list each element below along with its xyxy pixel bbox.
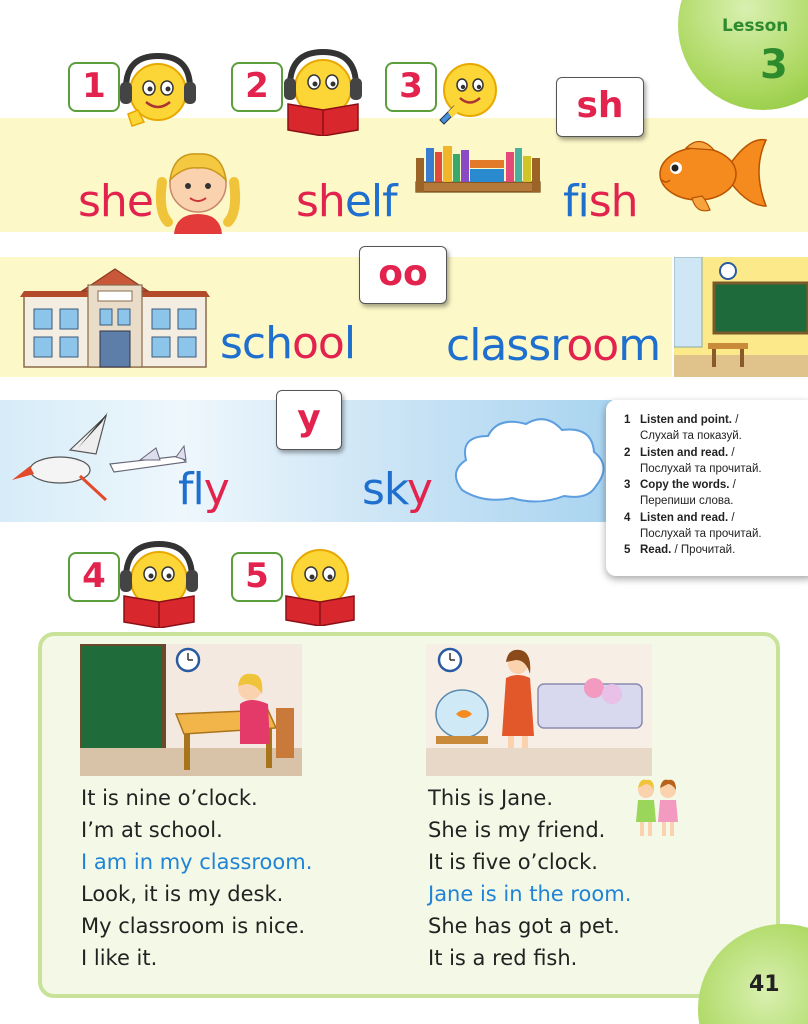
word-school-end: l <box>343 318 356 369</box>
word-sky <box>362 464 432 515</box>
word-fish <box>563 176 638 227</box>
text-line: She has got a pet. <box>428 914 620 938</box>
word-fish-sound: sh <box>588 176 638 227</box>
word-sky-start: sk <box>362 464 407 515</box>
text-line: It is five o’clock. <box>428 850 598 874</box>
instruction-sep: / Прочитай. <box>671 544 736 557</box>
instruction-en: Listen and point. <box>640 414 732 426</box>
instruction-number: 3 <box>624 479 631 492</box>
sound-box-sh: sh <box>556 77 644 137</box>
sound-box-y: y <box>276 390 342 450</box>
word-fish-rest: fi <box>563 176 589 227</box>
word-school <box>220 318 355 369</box>
instruction-en: Listen and read. <box>640 511 729 524</box>
exercise-number-3: 3 <box>385 62 437 112</box>
lesson-number: 3 <box>760 42 788 88</box>
instruction-uk: Слухай та показуй. <box>640 430 742 443</box>
instruction-sep: / <box>729 479 736 492</box>
sound-box-oo: oo <box>359 246 447 304</box>
text-line: This is Jane. <box>428 786 554 810</box>
girl-at-desk-illustration <box>80 644 302 776</box>
word-shelf-sound: sh <box>296 176 345 227</box>
instruction-sep: / <box>728 446 735 459</box>
exercise-number-2: 2 <box>231 62 283 112</box>
instruction-number: 4 <box>624 511 631 524</box>
word-shelf-rest: elf <box>344 176 397 227</box>
instruction-uk: Перепиши слова. <box>640 495 734 508</box>
text-line: My classroom is nice. <box>81 914 306 938</box>
goldfish-illustration <box>656 130 768 216</box>
school-building-illustration <box>20 265 210 371</box>
word-she-sound: sh <box>78 176 127 227</box>
reading-text-left <box>81 782 312 974</box>
instruction-number: 2 <box>624 446 631 459</box>
word-sky-sound: y <box>406 464 432 515</box>
instructions-card <box>606 400 808 576</box>
instruction-5 <box>624 542 808 558</box>
instruction-uk: Послухай та прочитай. <box>640 528 762 541</box>
word-classroom-end: m <box>618 320 661 371</box>
word-fly-start: fl <box>178 464 204 515</box>
text-line-highlight: I am in my classroom. <box>81 850 313 874</box>
instruction-uk: Послухай та прочитай. <box>640 462 762 475</box>
exercise-number-1: 1 <box>68 62 120 112</box>
exercise-number-5: 5 <box>231 552 283 602</box>
text-line: She is my friend. <box>428 818 606 842</box>
girl-illustration <box>150 142 246 234</box>
jane-with-fish-illustration <box>426 644 652 776</box>
instruction-number: 5 <box>624 544 631 557</box>
word-fly <box>178 464 229 515</box>
instruction-en: Copy the words. <box>640 479 730 492</box>
classroom-illustration <box>674 257 808 377</box>
text-line: Look, it is my desk. <box>81 882 284 906</box>
instruction-3 <box>624 477 808 510</box>
instruction-en: Listen and read. <box>640 446 729 459</box>
instruction-2 <box>624 445 808 478</box>
bookshelf-illustration <box>414 138 542 200</box>
two-girls-illustration <box>630 776 684 838</box>
instruction-4 <box>624 510 808 543</box>
word-school-sound: oo <box>292 318 344 369</box>
exercise-number-4: 4 <box>68 552 120 602</box>
text-line-highlight: Jane is in the room. <box>428 882 632 906</box>
instruction-1 <box>624 412 808 445</box>
word-she <box>78 176 153 227</box>
word-classroom <box>446 320 660 371</box>
text-line: I like it. <box>81 946 158 970</box>
text-line: It is a red fish. <box>428 946 578 970</box>
word-school-start: sch <box>220 318 293 369</box>
word-she-rest: e <box>126 176 153 227</box>
smiley-headphones-book-icon <box>282 44 364 136</box>
word-classroom-sound: oo <box>566 320 619 371</box>
word-fly-sound: y <box>203 464 229 515</box>
word-shelf <box>296 176 397 227</box>
text-line: It is nine o’clock. <box>81 786 258 810</box>
instruction-sep: / <box>732 414 739 426</box>
cloud-illustration <box>448 412 612 506</box>
lesson-label: Lesson <box>722 16 789 36</box>
smiley-pencil-icon <box>436 60 498 126</box>
smiley-book-icon <box>282 546 358 626</box>
reading-text-right <box>428 782 631 974</box>
instruction-number: 1 <box>624 414 631 426</box>
smiley-headphones-book-icon <box>118 536 200 628</box>
instruction-sep: / <box>728 511 735 524</box>
page-number: 41 <box>749 972 780 997</box>
smiley-headphones-point-icon <box>118 48 198 130</box>
instruction-en: Read. <box>640 544 672 557</box>
word-classroom-start: classr <box>446 320 567 371</box>
text-line: I’m at school. <box>81 818 223 842</box>
stork-plane-illustration <box>10 410 188 506</box>
